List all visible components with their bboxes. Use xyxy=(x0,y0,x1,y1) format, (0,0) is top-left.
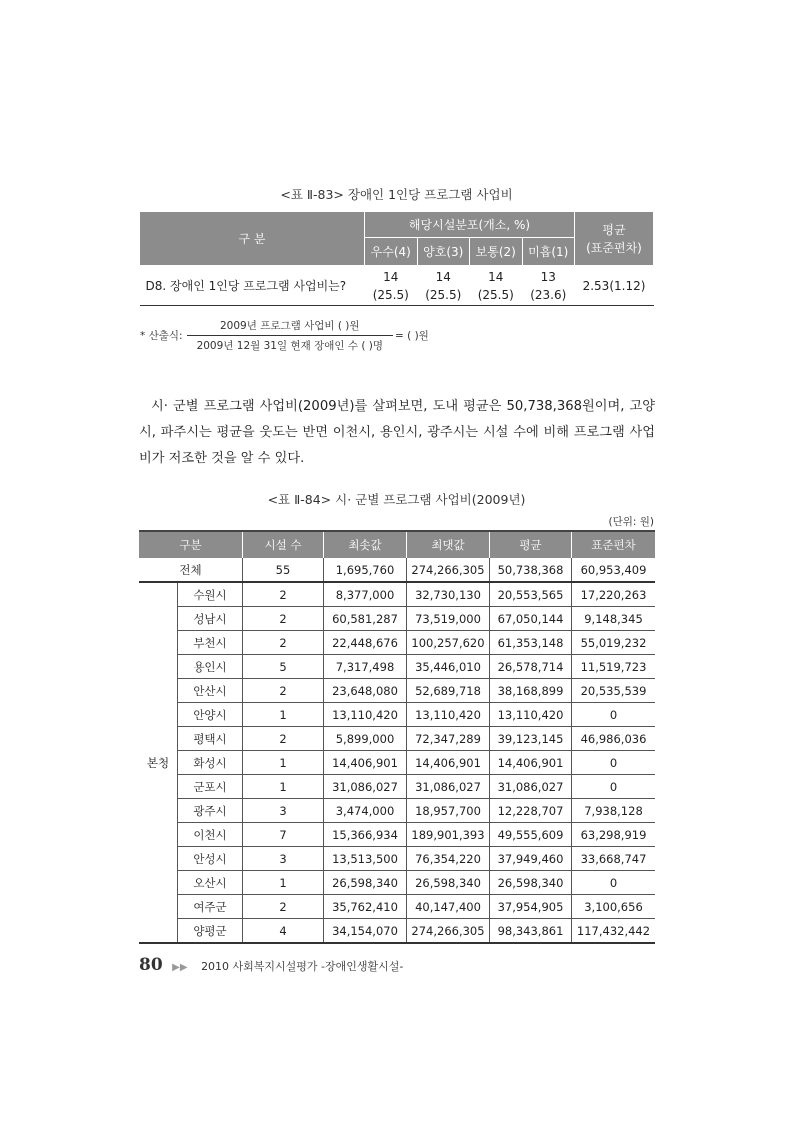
percent-value: (25.5) xyxy=(425,287,462,302)
region-name: 광주시 xyxy=(178,799,243,823)
cell-min: 15,366,934 xyxy=(324,823,407,847)
cell-mean: 50,738,368 xyxy=(490,558,572,582)
cell-min: 3,474,000 xyxy=(324,799,407,823)
cell-facilities: 1 xyxy=(243,871,324,895)
region-name: 안성시 xyxy=(178,847,243,871)
grade-cell xyxy=(522,266,575,306)
cell-facilities: 4 xyxy=(243,919,324,944)
cell-mean: 49,555,609 xyxy=(490,823,572,847)
arrow-icon: ▶▶ xyxy=(172,962,188,973)
category-header: 구 분 xyxy=(140,212,365,266)
page-number: 80 xyxy=(139,955,163,975)
region-name: 성남시 xyxy=(178,607,243,631)
col-header-stddev: 표준편차 xyxy=(572,531,656,558)
table-row xyxy=(139,751,655,775)
cell-min: 7,317,498 xyxy=(324,655,407,679)
grade-cell xyxy=(417,266,470,306)
cell-facilities: 5 xyxy=(243,655,324,679)
region-name: 수원시 xyxy=(178,582,243,607)
cell-stddev: 7,938,128 xyxy=(572,799,656,823)
cell-facilities: 2 xyxy=(243,727,324,751)
cell-facilities: 2 xyxy=(243,895,324,919)
cell-stddev: 20,535,539 xyxy=(572,679,656,703)
table-row xyxy=(139,655,655,679)
distribution-header: 해당시설분포(개소, %) xyxy=(365,212,575,238)
percent-value: (23.6) xyxy=(530,287,567,302)
grade-average-header: 보통(2) xyxy=(470,238,523,266)
table-row xyxy=(139,775,655,799)
cell-min: 13,513,500 xyxy=(324,847,407,871)
percent-value: (25.5) xyxy=(372,287,409,302)
cell-stddev: 9,148,345 xyxy=(572,607,656,631)
table-row xyxy=(139,847,655,871)
cell-mean: 38,168,899 xyxy=(490,679,572,703)
cell-facilities: 1 xyxy=(243,751,324,775)
cell-mean: 39,123,145 xyxy=(490,727,572,751)
table-row xyxy=(139,919,655,944)
formula xyxy=(140,318,429,353)
cell-max: 13,110,420 xyxy=(407,703,490,727)
formula-denominator: 2009년 12월 31일 현재 장애인 수 ( )명 xyxy=(187,335,393,353)
region-name: 이천시 xyxy=(178,823,243,847)
cell-min: 22,448,676 xyxy=(324,631,407,655)
cell-mean: 26,578,714 xyxy=(490,655,572,679)
cell-stddev: 0 xyxy=(572,703,656,727)
cell-stddev: 117,432,442 xyxy=(572,919,656,944)
region-name: 양평군 xyxy=(178,919,243,944)
region-name: 군포시 xyxy=(178,775,243,799)
cell-min: 13,110,420 xyxy=(324,703,407,727)
grade-cell xyxy=(470,266,523,306)
cell-max: 31,086,027 xyxy=(407,775,490,799)
cell-stddev: 3,100,656 xyxy=(572,895,656,919)
cell-max: 26,598,340 xyxy=(407,871,490,895)
footer-title: 2010 사회복지시설평가 -장애인생활시설- xyxy=(201,960,404,973)
region-name: 오산시 xyxy=(178,871,243,895)
table1-caption: <표 Ⅱ-83> 장애인 1인당 프로그램 사업비 xyxy=(280,187,513,202)
cell-min: 35,762,410 xyxy=(324,895,407,919)
cell-max: 274,266,305 xyxy=(407,558,490,582)
col-header-min: 최솟값 xyxy=(324,531,407,558)
table-row xyxy=(139,703,655,727)
region-name: 화성시 xyxy=(178,751,243,775)
percent-value: (25.5) xyxy=(477,287,514,302)
cell-max: 73,519,000 xyxy=(407,607,490,631)
mean-header-line1: 평균 xyxy=(602,222,626,237)
cell-mean: 61,353,148 xyxy=(490,631,572,655)
cell-max: 274,266,305 xyxy=(407,919,490,944)
body-paragraph: 시· 군별 프로그램 사업비(2009년)를 살펴보면, 도내 평균은 50,738,368원이며, 고양시, 파주시는 평균을 웃도는 반면 이천시, 용인시, 광주시는 시설 수에 비해 프로그램 사업비가 저조한 것을 알 수 있다. xyxy=(139,399,655,466)
cell-stddev: 46,986,036 xyxy=(572,727,656,751)
region-name: 안양시 xyxy=(178,703,243,727)
page-footer xyxy=(139,955,403,975)
formula-prefix: * 산출식: xyxy=(140,330,183,342)
cell-max: 72,347,289 xyxy=(407,727,490,751)
cell-stddev: 0 xyxy=(572,871,656,895)
cell-facilities: 2 xyxy=(243,607,324,631)
unit-label: (단위: 원) xyxy=(608,516,654,528)
cell-min: 31,086,027 xyxy=(324,775,407,799)
cell-facilities: 55 xyxy=(243,558,324,582)
question-label: D8. 장애인 1인당 프로그램 사업비는? xyxy=(140,266,365,306)
formula-fraction xyxy=(187,318,393,353)
formula-result: = ( )원 xyxy=(395,330,429,342)
cell-mean: 67,050,144 xyxy=(490,607,572,631)
cell-stddev: 11,519,723 xyxy=(572,655,656,679)
cell-mean: 37,954,905 xyxy=(490,895,572,919)
cell-min: 5,899,000 xyxy=(324,727,407,751)
cell-facilities: 2 xyxy=(243,679,324,703)
table-row xyxy=(139,607,655,631)
cell-max: 76,354,220 xyxy=(407,847,490,871)
table-row xyxy=(139,631,655,655)
cell-mean: 37,949,460 xyxy=(490,847,572,871)
col-header-max: 최댓값 xyxy=(407,531,490,558)
grade-cell xyxy=(365,266,418,306)
table-row-total xyxy=(139,558,655,582)
cell-stddev: 63,298,919 xyxy=(572,823,656,847)
region-name: 용인시 xyxy=(178,655,243,679)
cell-mean: 31,086,027 xyxy=(490,775,572,799)
regional-program-cost-table xyxy=(139,530,655,944)
mean-value: 2.53(1.12) xyxy=(575,266,654,306)
table-row xyxy=(139,582,655,607)
cell-min: 1,695,760 xyxy=(324,558,407,582)
grade-good-header: 양호(3) xyxy=(417,238,470,266)
cell-mean: 20,553,565 xyxy=(490,582,572,607)
cell-max: 14,406,901 xyxy=(407,751,490,775)
cell-stddev: 55,019,232 xyxy=(572,631,656,655)
table-row xyxy=(139,799,655,823)
col-header-category: 구분 xyxy=(139,531,243,558)
col-header-facilities: 시설 수 xyxy=(243,531,324,558)
cell-mean: 26,598,340 xyxy=(490,871,572,895)
table-row xyxy=(139,823,655,847)
mean-header-line2: (표준편차) xyxy=(586,240,642,255)
cell-min: 8,377,000 xyxy=(324,582,407,607)
cell-mean: 12,228,707 xyxy=(490,799,572,823)
cell-facilities: 2 xyxy=(243,582,324,607)
cell-mean: 13,110,420 xyxy=(490,703,572,727)
region-name: 안산시 xyxy=(178,679,243,703)
cell-mean: 98,343,861 xyxy=(490,919,572,944)
cell-min: 23,648,080 xyxy=(324,679,407,703)
cell-max: 40,147,400 xyxy=(407,895,490,919)
table-row xyxy=(140,266,654,306)
cell-stddev: 33,668,747 xyxy=(572,847,656,871)
program-cost-rating-table xyxy=(139,211,654,306)
region-name: 부천시 xyxy=(178,631,243,655)
table2-caption: <표 Ⅱ-84> 시· 군별 프로그램 사업비(2009년) xyxy=(267,492,526,507)
mean-header xyxy=(575,212,654,266)
cell-max: 35,446,010 xyxy=(407,655,490,679)
total-label: 전체 xyxy=(139,558,243,582)
count-value: 14 xyxy=(488,269,504,284)
cell-facilities: 1 xyxy=(243,775,324,799)
grade-poor-header: 미흡(1) xyxy=(522,238,575,266)
cell-max: 32,730,130 xyxy=(407,582,490,607)
region-name: 평택시 xyxy=(178,727,243,751)
cell-stddev: 0 xyxy=(572,775,656,799)
cell-stddev: 0 xyxy=(572,751,656,775)
cell-facilities: 3 xyxy=(243,847,324,871)
table-row xyxy=(139,895,655,919)
cell-max: 52,689,718 xyxy=(407,679,490,703)
cell-min: 34,154,070 xyxy=(324,919,407,944)
col-header-mean: 평균 xyxy=(490,531,572,558)
region-name: 여주군 xyxy=(178,895,243,919)
formula-numerator: 2009년 프로그램 사업비 ( )원 xyxy=(220,320,360,332)
cell-max: 100,257,620 xyxy=(407,631,490,655)
count-value: 14 xyxy=(383,269,399,284)
table-row xyxy=(139,679,655,703)
cell-min: 14,406,901 xyxy=(324,751,407,775)
cell-facilities: 1 xyxy=(243,703,324,727)
group-label: 본청 xyxy=(139,582,178,943)
cell-facilities: 3 xyxy=(243,799,324,823)
cell-facilities: 2 xyxy=(243,631,324,655)
cell-facilities: 7 xyxy=(243,823,324,847)
cell-min: 60,581,287 xyxy=(324,607,407,631)
grade-excellent-header: 우수(4) xyxy=(365,238,418,266)
cell-stddev: 60,953,409 xyxy=(572,558,656,582)
table-row xyxy=(139,871,655,895)
cell-mean: 14,406,901 xyxy=(490,751,572,775)
table-row xyxy=(139,727,655,751)
count-value: 13 xyxy=(540,269,556,284)
cell-stddev: 17,220,263 xyxy=(572,582,656,607)
cell-max: 189,901,393 xyxy=(407,823,490,847)
cell-min: 26,598,340 xyxy=(324,871,407,895)
count-value: 14 xyxy=(435,269,451,284)
cell-max: 18,957,700 xyxy=(407,799,490,823)
